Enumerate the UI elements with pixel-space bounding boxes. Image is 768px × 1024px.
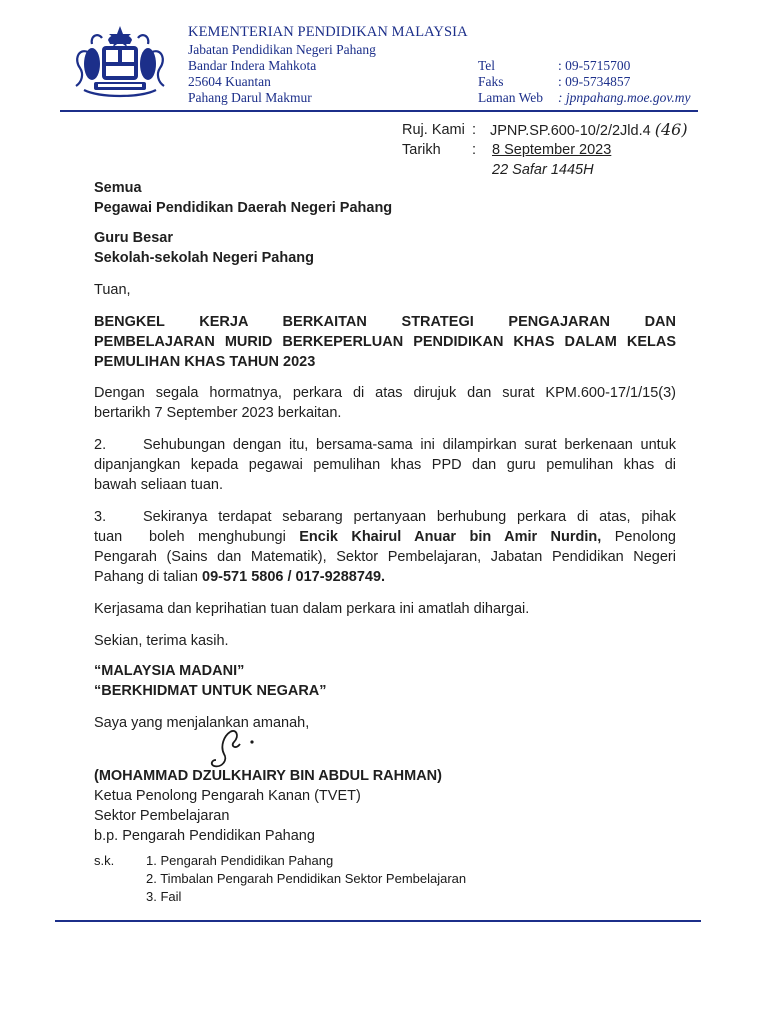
paragraph-1	[94, 383, 676, 423]
slogan-line: “MALAYSIA MADANI”	[94, 663, 245, 679]
paragraph-line: dipanjangkan kepada pegawai pemulihan khas PPD dan guru pemulihan khas di	[94, 457, 676, 473]
contact-label: Laman Web	[478, 90, 544, 105]
paragraph-text: Sekiranya terdapat sebarang pertanyaan berhubung perkara di atas, pihak	[143, 509, 676, 525]
paragraph-text: Sehubungan dengan itu, bersama-sama ini dilampirkan surat berkenaan untuk	[143, 437, 676, 453]
recipient-2	[94, 228, 676, 268]
closing: Saya yang menjalankan amanah,	[94, 715, 310, 731]
ruj-value	[490, 120, 688, 141]
sk-item: 2. Timbalan Pengarah Pendidikan Sektor Pembelajaran	[146, 871, 467, 886]
subject-line: BENGKEL KERJA BERKAITAN STRATEGI PENGAJARAN DAN	[94, 314, 676, 330]
paragraph-line: Dengan segala hormatnya, perkara di atas dirujuk dan surat KPM.600-17/1/15(3)	[94, 385, 676, 401]
sk-item: 1. Pengarah Pendidikan Pahang	[146, 853, 334, 868]
sk-label: s.k.	[94, 853, 115, 868]
subject-line: PEMULIHAN KHAS TAHUN 2023	[94, 354, 316, 370]
recipient-line: Sekolah-sekolah Negeri Pahang	[94, 250, 314, 266]
letterhead-divider	[60, 110, 698, 112]
sk-list	[146, 852, 466, 906]
paragraph-number: 3.	[94, 509, 107, 525]
ruj-handwritten-number: (46)	[654, 120, 688, 139]
contact-row-tel	[478, 58, 718, 74]
signatory-name: (MOHAMMAD DZULKHAIRY BIN ABDUL RAHMAN)	[94, 768, 442, 784]
sk-item: 3. Fail	[146, 889, 182, 904]
contact-person-name: Encik Khairul Anuar bin Amir Nurdin,	[299, 529, 602, 545]
paragraph-text: tuan boleh menghubungi	[94, 529, 300, 545]
ruj-row	[402, 120, 722, 140]
hijri-row	[402, 160, 722, 180]
signatory-on-behalf: b.p. Pengarah Pendidikan Pahang	[94, 828, 315, 844]
paragraph-4: Kerjasama dan keprihatian tuan dalam perkara ini amatlah dihargai.	[94, 601, 530, 617]
contact-label: Faks	[478, 74, 504, 89]
hijri-date: 22 Safar 1445H	[492, 162, 594, 178]
recipient-line: Pegawai Pendidikan Daerah Negeri Pahang	[94, 200, 393, 216]
paragraph-line: Pengarah (Sains dan Matematik), Sektor Pembelajaran, Jabatan Pendidikan Negeri	[94, 549, 676, 565]
subject	[94, 312, 676, 372]
ministry-name: KEMENTERIAN PENDIDIKAN MALAYSIA	[188, 24, 468, 40]
paragraph-line	[94, 435, 676, 455]
address-line: Pahang Darul Makmur	[188, 90, 312, 105]
paragraph-line	[94, 567, 676, 587]
contact-row-web	[478, 90, 718, 106]
address-line: 25604 Kuantan	[188, 74, 271, 89]
paragraph-3	[94, 507, 676, 587]
contact-label: Tel	[478, 58, 496, 73]
address-line: Jabatan Pendidikan Negeri Pahang	[188, 42, 376, 57]
paragraph-line	[94, 507, 676, 527]
paragraph-number: 2.	[94, 437, 107, 453]
paragraph-line	[94, 527, 676, 547]
paragraph-2	[94, 435, 676, 495]
paragraph-line: bertarikh 7 September 2023 berkaitan.	[94, 405, 342, 421]
contact-row-fax	[478, 74, 718, 90]
paragraph-text: Pahang di talian	[94, 569, 203, 585]
recipient-line: Guru Besar	[94, 230, 173, 246]
contact-value: : 09-5734857	[558, 74, 631, 89]
signatory-title: Ketua Penolong Pengarah Kanan (TVET)	[94, 788, 361, 804]
ruj-label: Ruj. Kami	[402, 122, 465, 138]
contact-phone-numbers: 09-571 5806 / 017-9288749.	[202, 569, 386, 585]
tarikh-label: Tarikh	[402, 142, 441, 158]
ruj-colon: :	[472, 122, 477, 138]
recipient-1	[94, 178, 676, 218]
address-line: Bandar Indera Mahkota	[188, 58, 317, 73]
recipient-line: Semua	[94, 180, 142, 196]
paragraph-text: Penolong	[601, 529, 676, 545]
tarikh-colon: :	[472, 142, 477, 158]
handwritten-signature	[200, 726, 270, 770]
salutation: Tuan,	[94, 282, 131, 298]
paragraph-line: bawah seliaan tuan.	[94, 477, 223, 493]
tarikh-value: 8 September 2023	[492, 142, 612, 158]
signatory-sector: Sektor Pembelajaran	[94, 808, 230, 824]
signatory-block	[94, 766, 654, 846]
letter-body	[94, 178, 676, 733]
reference-block	[402, 120, 722, 180]
footer-divider	[55, 920, 701, 922]
jata-negara-crest-logo	[70, 24, 170, 100]
ruj-number: JPNP.SP.600-10/2/2Jld.4	[490, 123, 651, 139]
tarikh-row	[402, 140, 722, 160]
letterhead-address	[188, 42, 376, 106]
contact-value: : jpnpahang.moe.gov.my	[558, 90, 691, 105]
subject-line: PEMBELAJARAN MURID BERKEPERLUAN PENDIDIKAN KHAS DALAM KELAS	[94, 334, 676, 350]
letterhead-contact	[478, 58, 718, 106]
slogans	[94, 661, 676, 701]
contact-value: : 09-5715700	[558, 58, 631, 73]
slogan-line: “BERKHIDMAT UNTUK NEGARA”	[94, 683, 327, 699]
paragraph-5: Sekian, terima kasih.	[94, 633, 229, 649]
